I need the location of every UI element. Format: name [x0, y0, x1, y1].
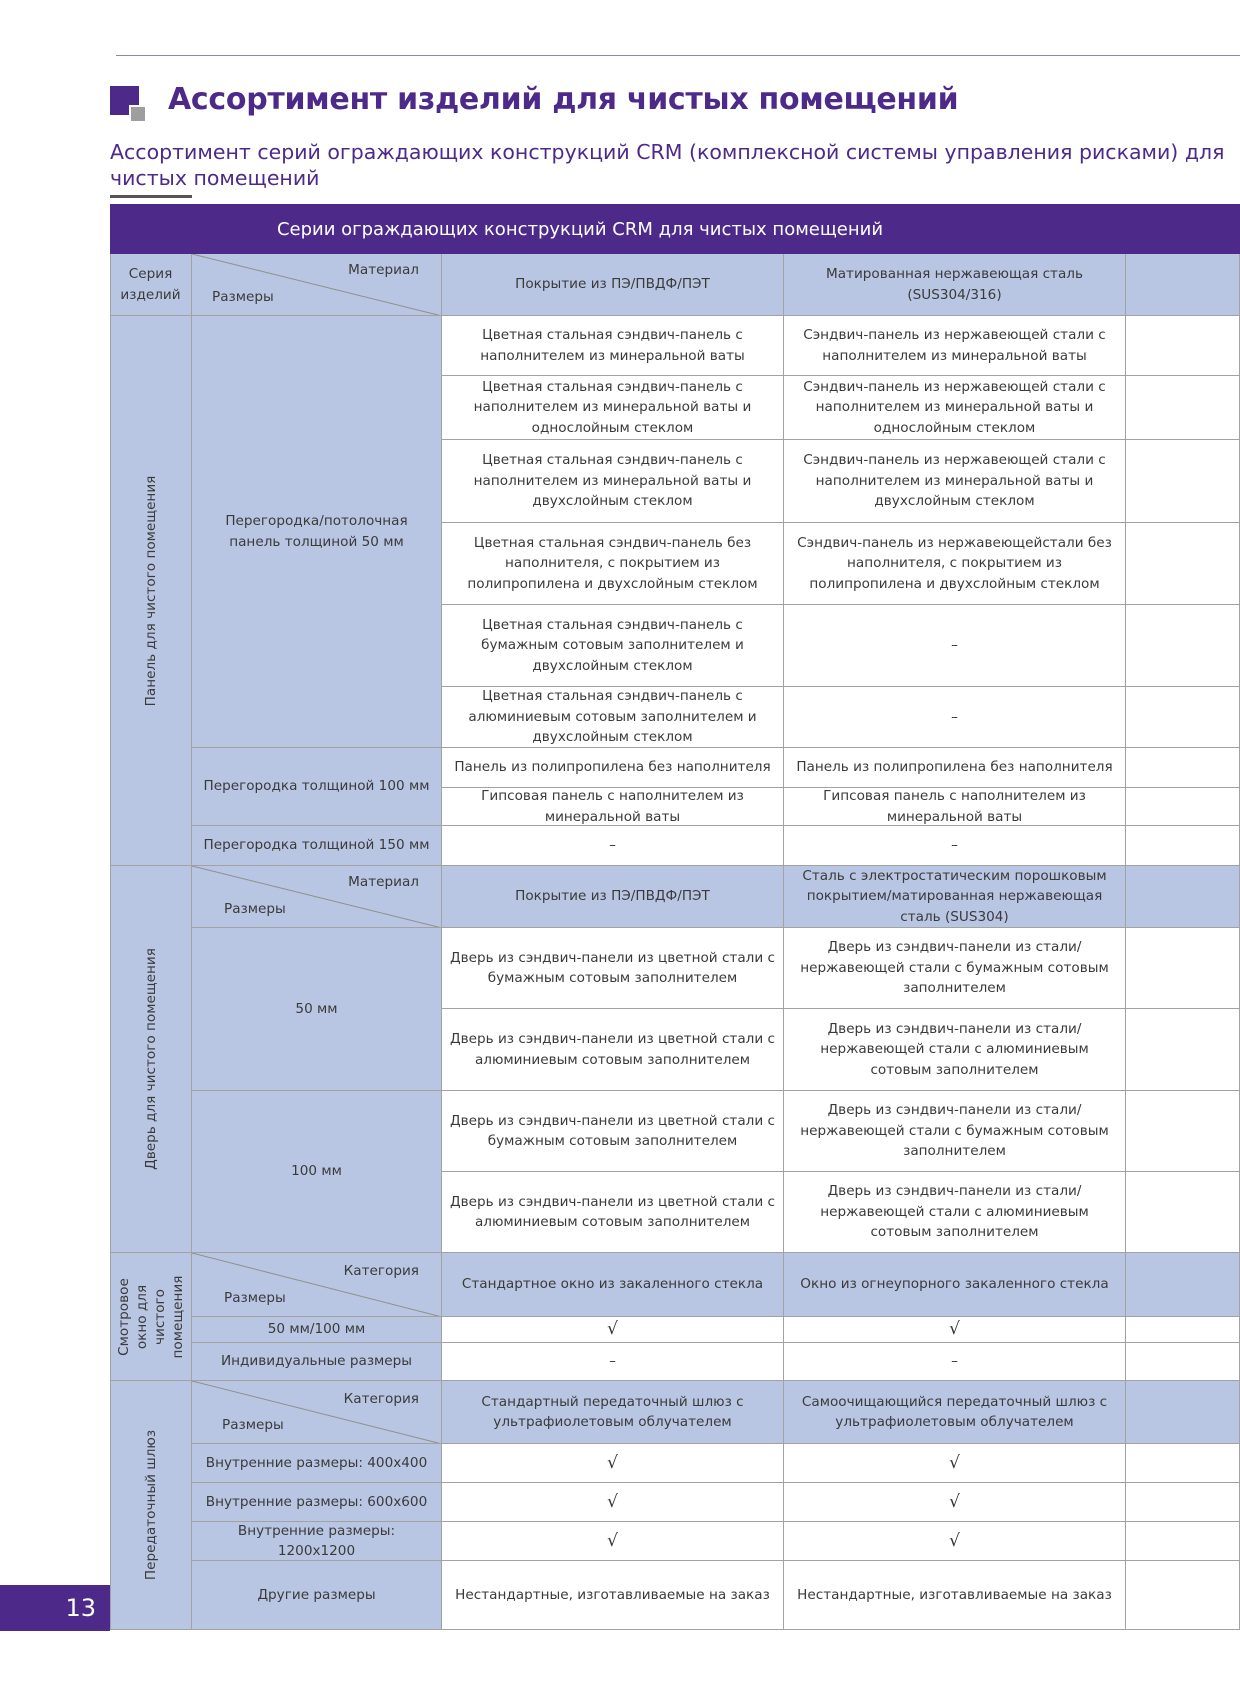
table-row-panel-1-col1-text: Цветная стальная сэндвич-панель с наполнителем из минеральной ваты и однослойным стеклом [473, 378, 752, 436]
table-row-panel-7-col3 [1126, 788, 1240, 826]
table-bottom-border [110, 1629, 1240, 1630]
table-row-airlock-1-size [192, 1483, 442, 1522]
panel-size-100-text: Перегородка толщиной 100 мм [203, 778, 430, 795]
door-size-100 [192, 1091, 442, 1253]
table-row-panel-8-col1 [442, 826, 784, 866]
door-group-label-text: Дверь для чистого помещения [142, 948, 159, 1170]
table-row-panel-0-col3 [1126, 316, 1240, 376]
table-row-panel-5-col1-text: Цветная стальная сэндвич-панель с алюминиевым сотовым заполнителем и двухслойным стеклом [468, 688, 757, 746]
table-row-panel-1-col2 [784, 376, 1126, 440]
table-row-door-1-col2 [784, 1009, 1126, 1091]
table-row-airlock-2-size [192, 1522, 442, 1561]
table-row-door-0-col2-text: Дверь из сэндвич-панели из стали/нержавеющей стали с бумажным сотовым заполнителем [800, 939, 1109, 997]
panel-col2-header-text: Матированная нержавеющая сталь (SUS304/316) [825, 266, 1084, 303]
table-row-panel-1-col3 [1126, 376, 1240, 440]
table-row-panel-3-col2-text: Сэндвич-панель из нержавеющейстали без наполнителя, с покрытием из полипропилена и двухслойным стеклом [797, 534, 1112, 592]
table-row-window-1-size [192, 1343, 442, 1381]
panel-size-100 [192, 748, 442, 826]
panel-diagonal-header-top-label: Материал [348, 262, 419, 278]
airlock-diagonal-header-top-label: Категория [343, 1391, 419, 1407]
table-row-airlock-1-col3 [1126, 1483, 1240, 1522]
table-row-panel-3-col3 [1126, 523, 1240, 605]
table-row-window-0-col1-text: √ [607, 1319, 618, 1340]
table-row-airlock-2-col1-text: √ [607, 1530, 618, 1551]
table-row-panel-8-col3 [1126, 826, 1240, 866]
table-row-window-0-col1 [442, 1317, 784, 1343]
table-row-panel-0-col1 [442, 316, 784, 376]
table-row-airlock-1-size-text: Внутренние размеры: 600x600 [205, 1493, 428, 1510]
table-row-window-0-col2-text: √ [949, 1319, 960, 1340]
table-row-airlock-2-size-text: Внутренние размеры: 1200x1200 [237, 1522, 396, 1559]
door-col1-header-text: Покрытие из ПЭ/ПВДФ/ПЭТ [515, 888, 710, 905]
table-row-door-3-col3 [1126, 1172, 1240, 1253]
panel-col3-header [1126, 254, 1240, 316]
table-row-door-0-col3 [1126, 928, 1240, 1009]
table-row-panel-8-col2-text: – [951, 837, 958, 854]
panel-diagonal-header-bottom-label: Размеры [212, 289, 274, 305]
window-diagonal-header [192, 1253, 442, 1317]
table-row-airlock-3-col2-text: Нестандартные, изготавливаемые на заказ [797, 1586, 1112, 1603]
page-number: 13 [65, 1594, 96, 1622]
door-col3-header [1126, 866, 1240, 928]
table-row-airlock-0-size [192, 1444, 442, 1483]
airlock-col2-header-text: Самоочищающийся передаточный шлюз с ультрафиолетовым облучателем [801, 1393, 1108, 1430]
table-row-panel-5-col2-text: – [951, 708, 958, 725]
window-group-label-text: Смотровое окно для чистого помещения [115, 1275, 186, 1358]
airlock-diagonal-header [192, 1381, 442, 1444]
table-row-door-1-col3 [1126, 1009, 1240, 1091]
door-diagonal-header-bottom-label: Размеры [224, 901, 286, 917]
table-row-door-1-col1-text: Дверь из сэндвич-панели из цветной стали с алюминиевым сотовым заполнителем [450, 1031, 775, 1068]
table-row-door-0-col1-text: Дверь из сэндвич-панели из цветной стали с бумажным сотовым заполнителем [450, 949, 775, 986]
table-row-door-3-col2-text: Дверь из сэндвич-панели из стали/нержавеющей стали с алюминиевым сотовым заполнителем [820, 1183, 1089, 1241]
table-row-airlock-1-col2-text: √ [949, 1491, 960, 1512]
table-row-panel-8-col2 [784, 826, 1126, 866]
table-row-door-2-col3 [1126, 1091, 1240, 1172]
door-diagonal-header-top-label: Материал [348, 874, 419, 890]
window-diagonal-header-bottom-label: Размеры [224, 1290, 286, 1306]
table-row-door-0-col2 [784, 928, 1126, 1009]
table-row-window-1-col2-text: – [951, 1353, 958, 1370]
table-row-panel-7-col1 [442, 788, 784, 826]
table-header: Серии ограждающих конструкций CRM для чистых помещений [110, 204, 1240, 254]
door-size-100-text: 100 мм [291, 1163, 342, 1180]
panel-size-150 [192, 826, 442, 866]
table-row-airlock-3-size [192, 1561, 442, 1630]
table-row-panel-6-col3 [1126, 748, 1240, 788]
panel-col2-header [784, 254, 1126, 316]
table-row-panel-0-col2 [784, 316, 1126, 376]
page-number-box [0, 1585, 110, 1631]
table-row-airlock-0-col3 [1126, 1444, 1240, 1483]
table-row-airlock-1-col1-text: √ [607, 1491, 618, 1512]
table-row-window-1-size-text: Индивидуальные размеры [220, 1353, 413, 1370]
table-row-panel-2-col3 [1126, 440, 1240, 523]
table-row-window-0-size [192, 1317, 442, 1343]
door-col2-header-text: Сталь с электростатическим порошковым покрытием/матированная нержавеющая сталь (SUS304) [802, 867, 1107, 925]
table-row-panel-2-col1 [442, 440, 784, 523]
table-row-window-1-col2 [784, 1343, 1126, 1381]
table-row-window-1-col1 [442, 1343, 784, 1381]
table-row-airlock-1-col2 [784, 1483, 1126, 1522]
table-row-airlock-3-col3 [1126, 1561, 1240, 1630]
table-row-panel-2-col2 [784, 440, 1126, 523]
table-row-airlock-0-col2 [784, 1444, 1126, 1483]
door-col2-header [784, 866, 1126, 928]
table-row-airlock-1-col1 [442, 1483, 784, 1522]
door-diagonal-header [192, 866, 442, 928]
table-row-panel-4-col2-text: – [951, 637, 958, 654]
table-row-panel-5-col3 [1126, 687, 1240, 748]
table-row-door-3-col2 [784, 1172, 1126, 1253]
table-row-airlock-2-col2 [784, 1522, 1126, 1561]
table-row-panel-5-col2 [784, 687, 1126, 748]
table-row-door-3-col1-text: Дверь из сэндвич-панели из цветной стали с алюминиевым сотовым заполнителем [450, 1193, 775, 1230]
table-row-panel-8-col1-text: – [609, 837, 616, 854]
panel-diagonal-header [192, 254, 442, 316]
table-row-panel-5-col1 [442, 687, 784, 748]
series-label-cell [110, 254, 192, 316]
airlock-group-label [110, 1381, 192, 1630]
table-row-window-1-col1-text: – [609, 1353, 616, 1370]
page-subtitle: Ассортимент серий ограждающих конструкций CRM (комплексной системы управления рисками) для чистых помещений [110, 140, 1225, 190]
table-row-window-0-col2 [784, 1317, 1126, 1343]
table-row-panel-1-col2-text: Сэндвич-панель из нержавеющей стали с наполнителем из минеральной ваты и однослойным стеклом [803, 378, 1106, 436]
table-row-panel-7-col1-text: Гипсовая панель с наполнителем из минеральной ваты [481, 788, 744, 825]
table-row-airlock-0-size-text: Внутренние размеры: 400x400 [205, 1454, 428, 1471]
table-row-panel-2-col2-text: Сэндвич-панель из нержавеющей стали с наполнителем из минеральной ваты и двухслойным стеклом [803, 452, 1106, 510]
table-row-panel-6-col1-text: Панель из полипропилена без наполнителя [454, 759, 771, 776]
table-row-panel-0-col1-text: Цветная стальная сэндвич-панель с наполнителем из минеральной ваты [480, 327, 745, 364]
table-row-door-2-col2-text: Дверь из сэндвич-панели из стали/нержавеющей стали с бумажным сотовым заполнителем [800, 1102, 1109, 1160]
table-row-panel-6-col1 [442, 748, 784, 788]
airlock-col1-header [442, 1381, 784, 1444]
panel-size-50 [192, 316, 442, 748]
table-row-door-3-col1 [442, 1172, 784, 1253]
airlock-diagonal-header-bottom-label: Размеры [222, 1417, 284, 1433]
panel-group-label-text: Панель для чистого помещения [142, 475, 159, 706]
panel-size-150-text: Перегородка толщиной 150 мм [203, 837, 430, 854]
panel-col1-header [442, 254, 784, 316]
table-row-door-0-col1 [442, 928, 784, 1009]
table-row-airlock-3-col1 [442, 1561, 784, 1630]
table-row-door-1-col2-text: Дверь из сэндвич-панели из стали/нержавеющей стали с алюминиевым сотовым заполнителем [820, 1020, 1089, 1078]
series-label-cell-text: Серия изделий [120, 266, 181, 303]
table-row-airlock-0-col1-text: √ [607, 1452, 618, 1473]
table-row-panel-7-col2 [784, 788, 1126, 826]
table-row-airlock-3-size-text: Другие размеры [257, 1586, 376, 1603]
table-row-panel-4-col3 [1126, 605, 1240, 687]
airlock-col2-header [784, 1381, 1126, 1444]
airlock-col1-header-text: Стандартный передаточный шлюз с ультрафиолетовым облучателем [481, 1393, 744, 1430]
window-diagonal-header-top-label: Категория [343, 1263, 419, 1279]
door-col1-header [442, 866, 784, 928]
airlock-col3-header [1126, 1381, 1240, 1444]
table-row-airlock-0-col2-text: √ [949, 1452, 960, 1473]
table-row-door-2-col1 [442, 1091, 784, 1172]
panel-group-label [110, 316, 192, 866]
table-row-airlock-2-col3 [1126, 1522, 1240, 1561]
table-row-airlock-0-col1 [442, 1444, 784, 1483]
table-row-panel-4-col1-text: Цветная стальная сэндвич-панель с бумажным сотовым заполнителем и двухслойным стеклом [481, 616, 744, 674]
window-col3-header [1126, 1253, 1240, 1317]
page-title: Ассортимент изделий для чистых помещений [168, 82, 959, 117]
window-col2-header-text: Окно из огнеупорного закаленного стекла [800, 1276, 1109, 1293]
table-row-airlock-3-col1-text: Нестандартные, изготавливаемые на заказ [455, 1586, 770, 1603]
window-group-label [110, 1253, 192, 1381]
window-col2-header [784, 1253, 1126, 1317]
table-row-panel-7-col2-text: Гипсовая панель с наполнителем из минеральной ваты [823, 788, 1086, 825]
table-left-border [110, 254, 111, 1630]
door-group-label [110, 866, 192, 1253]
panel-size-50-text: Перегородка/потолочная панель толщиной 50 мм [225, 513, 408, 550]
table-row-airlock-2-col1 [442, 1522, 784, 1561]
table-row-airlock-2-col2-text: √ [949, 1530, 960, 1551]
table-row-window-1-col3 [1126, 1343, 1240, 1381]
door-size-50-text: 50 мм [295, 1000, 338, 1017]
table-row-window-0-col3 [1126, 1317, 1240, 1343]
table-row-door-1-col1 [442, 1009, 784, 1091]
table-row-panel-3-col1 [442, 523, 784, 605]
table-row-panel-6-col2-text: Панель из полипропилена без наполнителя [796, 759, 1113, 776]
table-row-panel-3-col2 [784, 523, 1126, 605]
panel-col1-header-text: Покрытие из ПЭ/ПВДФ/ПЭТ [515, 276, 710, 293]
table-row-door-2-col1-text: Дверь из сэндвич-панели из цветной стали с бумажным сотовым заполнителем [450, 1112, 775, 1149]
table-row-window-0-size-text: 50 мм/100 мм [267, 1321, 366, 1338]
window-col1-header-text: Стандартное окно из закаленного стекла [461, 1276, 764, 1293]
table-row-panel-6-col2 [784, 748, 1126, 788]
table-row-door-2-col2 [784, 1091, 1126, 1172]
table-row-panel-4-col2 [784, 605, 1126, 687]
table-row-panel-0-col2-text: Сэндвич-панель из нержавеющей стали с наполнителем из минеральной ваты [803, 327, 1106, 364]
window-col1-header [442, 1253, 784, 1317]
table-row-panel-4-col1 [442, 605, 784, 687]
table-row-panel-3-col1-text: Цветная стальная сэндвич-панель без наполнителя, с покрытием из полипропилена и двухслойным стеклом [467, 534, 758, 592]
table-row-airlock-3-col2 [784, 1561, 1126, 1630]
door-size-50 [192, 928, 442, 1091]
table-row-panel-2-col1-text: Цветная стальная сэндвич-панель с наполнителем из минеральной ваты и двухслойным стеклом [473, 452, 752, 510]
table-row-panel-1-col1 [442, 376, 784, 440]
airlock-group-label-text: Передаточный шлюз [142, 1429, 159, 1581]
